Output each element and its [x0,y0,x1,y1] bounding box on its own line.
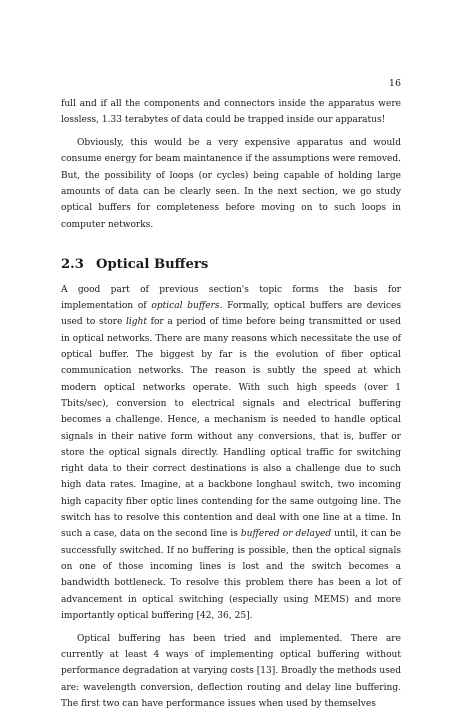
section-number: 2.3 [61,256,84,272]
text-column [61,96,401,719]
paragraph-optical-buffers-intro [61,282,401,624]
intro-text-4: until, it can be successfully switched. If no buffering is possible, then the optical signals on one of those incoming lines is lost and the switch becomes a bandwidth bottleneck. To resolve this problem there has been a lot of advancement in optical switching (especially using MEMS) and more importantly optical buffering [42, 36, 25]. [61,529,402,621]
paragraph-apparatus-cost: Obviously, this would be a very expensive apparatus and would consume energy for beam maintanence if the assumptions were removed. But, the possibility of loops (or cycles) being capable of holding large amounts of data can be clearly seen. In the next section, we go study optical buffers for completeness before moving on to such loops in computer networks. [61,138,401,230]
intro-text-1: A good part of previous section's topic forms the basis for implementation of [61,284,401,312]
intro-emphasis-optical-buffers: optical buffers [151,301,220,312]
section-heading [61,256,401,274]
intro-emphasis-buffered: buffered or delayed [240,529,332,540]
page-number: 16 [388,78,401,89]
section-title: Optical Buffers [95,256,209,272]
intro-emphasis-light: light [125,317,148,328]
intro-text-2: . Formally, optical buffers are devices used to store [61,301,401,328]
paragraph-continuation: full and if all the components and connectors inside the apparatus were lossless, 1.33 terabytes of data could be trapped inside our apparatus! [61,99,401,126]
paragraph-buffering-methods: Optical buffering has been tried and implemented. There are currently at least 4 ways of implementing optical buffering without performance degradation at varying costs [13]. Broadly the methods used are: wavelength conversion, deflection routing and delay line buffering. The first two can have performance issues when used by themselves [61,633,402,709]
intro-text-3: for a period of time before being transmitted or used in optical networks. There are many reasons which necessitate the use of optical buffer. The biggest by far is the evolution of fiber optical communication networks. The reason is subtly the speed at which modern optical networks operate. With such high speeds (over 1 Tbits/sec), conversion to electrical signals and electrical buffering becomes a challenge. Hence, a mechanism is needed to handle optical signals in their native form without any conversions, that is, buffer or store the optical signals directly. Handling optical traffic for switching right data to their correct destinations is also a challenge due to such high data rates. Imagine, at a backbone longhaul switch, two incoming high capacity fiber optic lines contending for the same outgoing line. The switch has to resolve this contention and deal with one line at a time. In such a case, data on the second line is [61,317,401,540]
